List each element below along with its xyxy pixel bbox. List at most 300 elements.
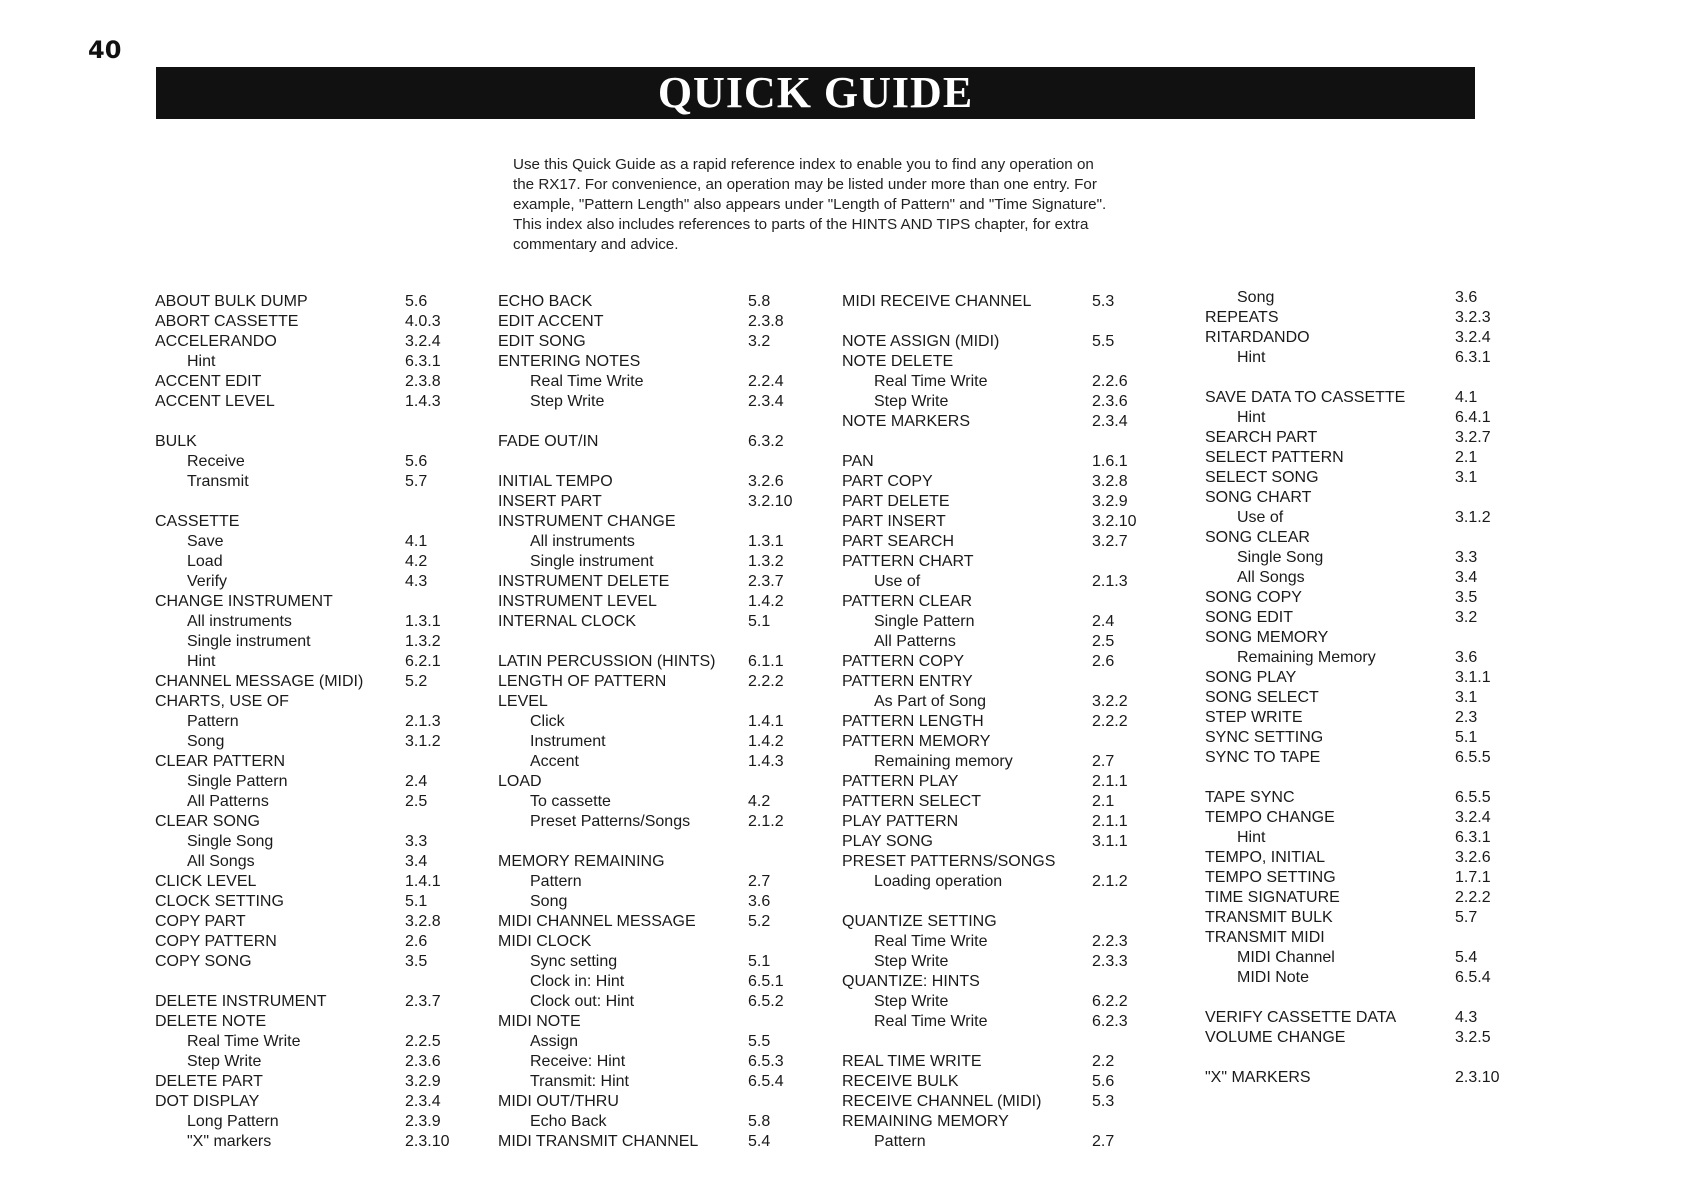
entry-section-ref: 1.4.3	[748, 753, 784, 770]
index-entry	[842, 472, 1162, 492]
entry-section-ref: 3.2.4	[1455, 809, 1491, 826]
entry-section-ref: 6.5.4	[1455, 969, 1491, 986]
entry-section-ref: 6.5.3	[748, 1053, 784, 1070]
entry-section-ref: 2.3.6	[1092, 393, 1128, 410]
entry-label: SONG MEMORY	[1205, 629, 1329, 646]
index-entry	[842, 832, 1162, 852]
index-entry	[1205, 448, 1525, 468]
index-entry	[155, 992, 475, 1012]
index-entry	[842, 1052, 1162, 1072]
index-subentry	[155, 732, 475, 752]
entry-label: Single instrument	[530, 553, 654, 570]
entry-section-ref: 1.3.1	[748, 533, 784, 550]
entry-label: MIDI Channel	[1237, 949, 1335, 966]
index-entry	[498, 852, 818, 872]
entry-section-ref: 6.2.3	[1092, 1013, 1128, 1030]
entry-label: Hint	[187, 353, 216, 370]
entry-section-ref: 5.6	[405, 293, 428, 310]
entry-section-ref: 2.1.3	[405, 713, 441, 730]
entry-gap	[155, 412, 475, 432]
entry-section-ref: 1.7.1	[1455, 869, 1491, 886]
index-subentry	[498, 372, 818, 392]
entry-label: SAVE DATA TO CASSETTE	[1205, 389, 1406, 406]
entry-label: SEARCH PART	[1205, 429, 1318, 446]
entry-label: All instruments	[187, 613, 292, 630]
entry-section-ref: 4.2	[748, 793, 771, 810]
index-subentry	[155, 572, 475, 592]
entry-section-ref: 2.2.3	[1092, 933, 1128, 950]
entry-label: MIDI NOTE	[498, 1013, 581, 1030]
entry-section-ref: 2.6	[405, 933, 428, 950]
index-subentry	[1205, 828, 1525, 848]
entry-section-ref: 5.5	[748, 1033, 771, 1050]
entry-label: INTERNAL CLOCK	[498, 613, 637, 630]
entry-label: Receive: Hint	[530, 1053, 626, 1070]
index-subentry	[155, 612, 475, 632]
entry-section-ref: 3.4	[1455, 569, 1478, 586]
index-entry	[155, 932, 475, 952]
entry-section-ref: 6.3.1	[405, 353, 441, 370]
entry-section-ref: 1.3.2	[748, 553, 784, 570]
index-entry	[155, 672, 475, 692]
entry-label: REMAINING MEMORY	[842, 1113, 1009, 1130]
entry-section-ref: 2.2.2	[1455, 889, 1491, 906]
entry-label: MIDI RECEIVE CHANNEL	[842, 293, 1032, 310]
entry-section-ref: 4.3	[405, 573, 428, 590]
entry-label: QUANTIZE SETTING	[842, 913, 997, 930]
entry-section-ref: 3.1	[1455, 469, 1478, 486]
index-entry	[842, 552, 1162, 572]
index-entry	[842, 412, 1162, 432]
entry-gap	[842, 1032, 1162, 1052]
entry-section-ref: 3.1.2	[1455, 509, 1491, 526]
index-subentry	[498, 792, 818, 812]
entry-label: CLEAR SONG	[155, 813, 260, 830]
index-entry	[498, 1132, 818, 1152]
entry-label: INSTRUMENT LEVEL	[498, 593, 657, 610]
entry-label: DOT DISPLAY	[155, 1093, 260, 1110]
index-entry	[498, 492, 818, 512]
entry-label: Song	[1237, 289, 1275, 306]
entry-label: LATIN PERCUSSION (HINTS)	[498, 653, 716, 670]
entry-section-ref: 2.1.1	[1092, 813, 1128, 830]
index-entry	[842, 712, 1162, 732]
entry-section-ref: 5.2	[748, 913, 771, 930]
entry-label: TEMPO SETTING	[1205, 869, 1336, 886]
entry-gap	[1205, 1048, 1525, 1068]
intro-line: commentary and advice.	[513, 236, 679, 253]
entry-label: Accent	[530, 753, 579, 770]
index-subentry	[498, 392, 818, 412]
entry-section-ref: 3.2.5	[1455, 1029, 1491, 1046]
index-subentry	[1205, 948, 1525, 968]
entry-label: VERIFY CASSETTE DATA	[1205, 1009, 1397, 1026]
entry-label: Instrument	[530, 733, 606, 750]
index-entry	[1205, 488, 1525, 508]
index-subentry	[155, 832, 475, 852]
index-entry	[498, 672, 818, 692]
entry-label: LEVEL	[498, 693, 548, 710]
entry-section-ref: 5.2	[405, 673, 428, 690]
entry-label: ABORT CASSETTE	[155, 313, 299, 330]
entry-section-ref: 1.4.1	[748, 713, 784, 730]
intro-line: the RX17. For convenience, an operation may be listed under more than one entry. For	[513, 176, 1097, 193]
entry-section-ref: 3.1.1	[1092, 833, 1128, 850]
entry-section-ref: 2.3	[1455, 709, 1478, 726]
entry-section-ref: 6.3.1	[1455, 349, 1491, 366]
entry-section-ref: 5.3	[1092, 1093, 1115, 1110]
index-subentry	[498, 972, 818, 992]
entry-section-ref: 5.1	[1455, 729, 1478, 746]
entry-section-ref: 2.1.2	[1092, 873, 1128, 890]
entry-section-ref: 6.5.1	[748, 973, 784, 990]
entry-section-ref: 5.8	[748, 1113, 771, 1130]
entry-label: SELECT PATTERN	[1205, 449, 1344, 466]
index-subentry	[498, 752, 818, 772]
index-entry	[842, 652, 1162, 672]
entry-label: DELETE PART	[155, 1073, 263, 1090]
index-subentry	[498, 892, 818, 912]
entry-section-ref: 3.1	[1455, 689, 1478, 706]
page-number: 40	[88, 36, 122, 64]
entry-label: PART SEARCH	[842, 533, 955, 550]
entry-label: DELETE NOTE	[155, 1013, 267, 1030]
entry-label: Hint	[1237, 349, 1266, 366]
entry-label: LOAD	[498, 773, 542, 790]
entry-label: NOTE ASSIGN (MIDI)	[842, 333, 1000, 350]
entry-label: PATTERN MEMORY	[842, 733, 991, 750]
entry-label: SONG CHART	[1205, 489, 1312, 506]
index-entry	[498, 612, 818, 632]
entry-gap	[498, 452, 818, 472]
entry-label: RITARDANDO	[1205, 329, 1310, 346]
entry-section-ref: 2.3.4	[405, 1093, 441, 1110]
index-entry	[498, 692, 818, 712]
entry-label: RECEIVE CHANNEL (MIDI)	[842, 1093, 1042, 1110]
entry-label: TEMPO CHANGE	[1205, 809, 1335, 826]
index-entry	[842, 512, 1162, 532]
entry-label: CLOCK SETTING	[155, 893, 284, 910]
index-entry	[498, 932, 818, 952]
entry-section-ref: 2.3.4	[1092, 413, 1128, 430]
index-entry	[155, 332, 475, 352]
index-entry	[155, 392, 475, 412]
index-subentry	[155, 1132, 475, 1152]
entry-label: Sync setting	[530, 953, 618, 970]
entry-label: "X" markers	[187, 1133, 272, 1150]
entry-label: ENTERING NOTES	[498, 353, 641, 370]
entry-label: STEP WRITE	[1205, 709, 1303, 726]
entry-section-ref: 2.1.2	[748, 813, 784, 830]
index-entry	[1205, 808, 1525, 828]
entry-label: INSTRUMENT DELETE	[498, 573, 670, 590]
index-entry	[155, 1092, 475, 1112]
index-entry	[1205, 468, 1525, 488]
entry-section-ref: 3.5	[1455, 589, 1478, 606]
entry-label: PATTERN COPY	[842, 653, 965, 670]
entry-label: "X" MARKERS	[1205, 1069, 1311, 1086]
entry-label: Single instrument	[187, 633, 311, 650]
entry-section-ref: 3.6	[1455, 289, 1478, 306]
entry-label: EDIT SONG	[498, 333, 586, 350]
index-subentry	[1205, 548, 1525, 568]
index-entry	[155, 952, 475, 972]
entry-label: EDIT ACCENT	[498, 313, 604, 330]
entry-label: Save	[187, 533, 224, 550]
entry-section-ref: 3.2.2	[1092, 693, 1128, 710]
entry-label: TRANSMIT MIDI	[1205, 929, 1325, 946]
index-subentry	[498, 732, 818, 752]
entry-section-ref: 2.3.8	[405, 373, 441, 390]
entry-label: VOLUME CHANGE	[1205, 1029, 1346, 1046]
index-entry	[1205, 788, 1525, 808]
index-entry	[1205, 668, 1525, 688]
entry-label: Transmit: Hint	[530, 1073, 629, 1090]
entry-label: MIDI CHANNEL MESSAGE	[498, 913, 696, 930]
entry-section-ref: 6.2.1	[405, 653, 441, 670]
index-subentry	[842, 992, 1162, 1012]
index-subentry	[498, 1032, 818, 1052]
entry-label: CASSETTE	[155, 513, 240, 530]
entry-label: Click	[530, 713, 565, 730]
entry-section-ref: 5.7	[405, 473, 428, 490]
entry-label: MIDI Note	[1237, 969, 1310, 986]
entry-gap	[842, 892, 1162, 912]
entry-label: Real Time Write	[874, 1013, 988, 1030]
entry-gap	[498, 632, 818, 652]
entry-gap	[1205, 768, 1525, 788]
entry-label: PATTERN CLEAR	[842, 593, 973, 610]
page-title: QUICK GUIDE	[657, 68, 974, 117]
entry-label: SONG COPY	[1205, 589, 1302, 606]
entry-section-ref: 2.6	[1092, 653, 1115, 670]
index-entry	[498, 592, 818, 612]
entry-label: CHARTS, USE OF	[155, 693, 289, 710]
index-subentry	[498, 1112, 818, 1132]
entry-section-ref: 2.3.10	[405, 1133, 450, 1150]
entry-label: PART DELETE	[842, 493, 950, 510]
entry-label: SYNC SETTING	[1205, 729, 1324, 746]
index-entry	[842, 592, 1162, 612]
entry-section-ref: 4.3	[1455, 1009, 1478, 1026]
entry-section-ref: 3.2.10	[1092, 513, 1137, 530]
entry-label: Pattern	[874, 1133, 926, 1150]
entry-section-ref: 3.1.2	[405, 733, 441, 750]
index-entry	[498, 292, 818, 312]
entry-section-ref: 2.2.2	[748, 673, 784, 690]
entry-label: Real Time Write	[187, 1033, 301, 1050]
entry-section-ref: 2.1.3	[1092, 573, 1128, 590]
entry-gap	[155, 492, 475, 512]
entry-section-ref: 3.2.10	[748, 493, 793, 510]
index-entry	[1205, 608, 1525, 628]
entry-section-ref: 5.1	[405, 893, 428, 910]
entry-section-ref: 2.3.7	[405, 993, 441, 1010]
entry-label: SONG CLEAR	[1205, 529, 1310, 546]
entry-section-ref: 5.1	[748, 613, 771, 630]
index-entry	[155, 752, 475, 772]
entry-section-ref: 5.4	[748, 1133, 771, 1150]
entry-label: To cassette	[530, 793, 611, 810]
entry-label: PLAY SONG	[842, 833, 933, 850]
entry-gap	[498, 412, 818, 432]
entry-label: Hint	[1237, 409, 1266, 426]
entry-section-ref: 2.7	[748, 873, 771, 890]
entry-section-ref: 3.2.3	[1455, 309, 1491, 326]
entry-section-ref: 3.6	[748, 893, 771, 910]
entry-label: Real Time Write	[874, 373, 988, 390]
entry-section-ref: 3.2.6	[748, 473, 784, 490]
entry-label: Song	[187, 733, 225, 750]
index-entry	[498, 352, 818, 372]
entry-section-ref: 3.3	[405, 833, 428, 850]
entry-label: All Songs	[187, 853, 255, 870]
entry-label: Step Write	[874, 993, 949, 1010]
index-entry	[1205, 328, 1525, 348]
index-entry	[842, 1092, 1162, 1112]
entry-section-ref: 2.2.2	[1092, 713, 1128, 730]
index-column-2	[498, 292, 818, 1152]
index-entry	[155, 1012, 475, 1032]
entry-section-ref: 2.5	[1092, 633, 1115, 650]
entry-label: Long Pattern	[187, 1113, 279, 1130]
entry-label: Assign	[530, 1033, 579, 1050]
entry-label: INSTRUMENT CHANGE	[498, 513, 676, 530]
entry-label: Clock in: Hint	[530, 973, 625, 990]
title-banner	[156, 67, 1475, 119]
index-entry	[1205, 888, 1525, 908]
entry-label: FADE OUT/IN	[498, 433, 599, 450]
index-subentry	[155, 652, 475, 672]
entry-label: COPY PART	[155, 913, 246, 930]
entry-label: TEMPO, INITIAL	[1205, 849, 1326, 866]
entry-gap	[842, 432, 1162, 452]
entry-label: SONG SELECT	[1205, 689, 1319, 706]
index-entry	[1205, 388, 1525, 408]
index-subentry	[155, 712, 475, 732]
entry-label: REPEATS	[1205, 309, 1279, 326]
index-entry	[842, 292, 1162, 312]
entry-label: PATTERN CHART	[842, 553, 974, 570]
entry-label: Verify	[187, 573, 228, 590]
entry-section-ref: 1.3.2	[405, 633, 441, 650]
entry-label: SYNC TO TAPE	[1205, 749, 1321, 766]
index-subentry	[1205, 968, 1525, 988]
entry-section-ref: 2.1	[1092, 793, 1115, 810]
entry-label: Echo Back	[530, 1113, 607, 1130]
index-entry	[155, 872, 475, 892]
index-entry	[498, 512, 818, 532]
entry-section-ref: 3.2	[1455, 609, 1478, 626]
entry-label: SONG PLAY	[1205, 669, 1297, 686]
index-entry	[842, 792, 1162, 812]
entry-label: CHANGE INSTRUMENT	[155, 593, 333, 610]
entry-label: Remaining memory	[874, 753, 1013, 770]
entry-label: DELETE INSTRUMENT	[155, 993, 327, 1010]
index-entry	[155, 892, 475, 912]
index-subentry	[1205, 348, 1525, 368]
entry-gap	[1205, 368, 1525, 388]
entry-section-ref: 6.5.5	[1455, 789, 1491, 806]
index-subentry	[1205, 408, 1525, 428]
index-entry	[1205, 928, 1525, 948]
entry-label: Step Write	[530, 393, 605, 410]
entry-section-ref: 6.3.1	[1455, 829, 1491, 846]
entry-section-ref: 3.2.4	[405, 333, 441, 350]
entry-label: All Patterns	[187, 793, 269, 810]
index-entry	[1205, 1008, 1525, 1028]
entry-section-ref: 2.2.5	[405, 1033, 441, 1050]
entry-section-ref: 2.2	[1092, 1053, 1115, 1070]
entry-gap	[155, 972, 475, 992]
index-entry	[498, 912, 818, 932]
entry-section-ref: 5.8	[748, 293, 771, 310]
intro-line: This index also includes references to parts of the HINTS AND TIPS chapter, for extra	[513, 216, 1089, 233]
entry-label: TIME SIGNATURE	[1205, 889, 1340, 906]
entry-section-ref: 4.1	[1455, 389, 1478, 406]
index-entry	[1205, 1028, 1525, 1048]
index-subentry	[498, 952, 818, 972]
entry-label: Hint	[187, 653, 216, 670]
entry-label: SELECT SONG	[1205, 469, 1319, 486]
index-subentry	[842, 572, 1162, 592]
entry-section-ref: 3.2.8	[1092, 473, 1128, 490]
index-entry	[498, 432, 818, 452]
index-entry	[155, 432, 475, 452]
entry-section-ref: 3.3	[1455, 549, 1478, 566]
index-entry	[842, 772, 1162, 792]
entry-section-ref: 1.3.1	[405, 613, 441, 630]
entry-section-ref: 2.3.7	[748, 573, 784, 590]
entry-label: ECHO BACK	[498, 293, 593, 310]
entry-label: MIDI CLOCK	[498, 933, 592, 950]
index-subentry	[842, 932, 1162, 952]
entry-label: Song	[530, 893, 568, 910]
entry-label: ACCENT LEVEL	[155, 393, 275, 410]
entry-label: Use of	[1237, 509, 1284, 526]
index-entry	[842, 912, 1162, 932]
entry-section-ref: 2.1.1	[1092, 773, 1128, 790]
index-subentry	[498, 812, 818, 832]
index-subentry	[498, 552, 818, 572]
index-subentry	[498, 992, 818, 1012]
index-subentry	[155, 772, 475, 792]
index-entry	[842, 492, 1162, 512]
entry-label: NOTE DELETE	[842, 353, 954, 370]
entry-label: NOTE MARKERS	[842, 413, 971, 430]
entry-label: Step Write	[187, 1053, 262, 1070]
entry-gap	[498, 832, 818, 852]
index-entry	[1205, 528, 1525, 548]
index-subentry	[155, 1052, 475, 1072]
entry-label: Preset Patterns/Songs	[530, 813, 691, 830]
entry-section-ref: 3.2.7	[1455, 429, 1491, 446]
index-entry	[498, 772, 818, 792]
intro-line: example, "Pattern Length" also appears under "Length of Pattern" and "Time Signature".	[513, 196, 1107, 213]
entry-label: PRESET PATTERNS/SONGS	[842, 853, 1056, 870]
index-entry	[1205, 868, 1525, 888]
index-subentry	[155, 452, 475, 472]
index-subentry	[155, 472, 475, 492]
entry-section-ref: 2.4	[1092, 613, 1115, 630]
entry-section-ref: 2.3.6	[405, 1053, 441, 1070]
index-entry	[842, 672, 1162, 692]
index-subentry	[1205, 288, 1525, 308]
index-column-4	[1205, 288, 1525, 1088]
entry-label: As Part of Song	[874, 693, 987, 710]
entry-label: Loading operation	[874, 873, 1003, 890]
entry-section-ref: 5.6	[1092, 1073, 1115, 1090]
